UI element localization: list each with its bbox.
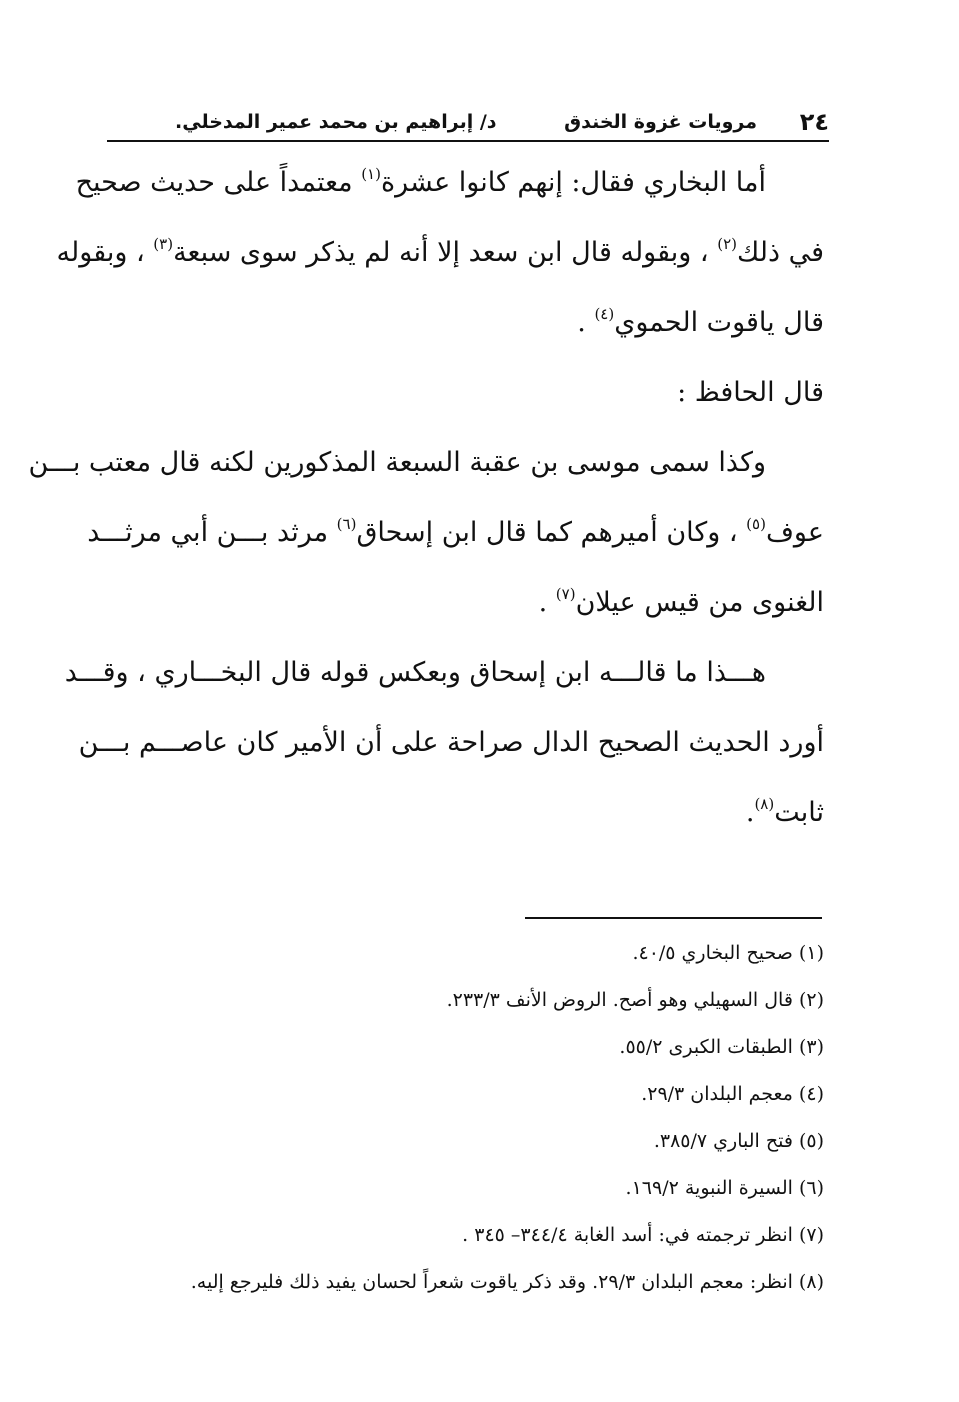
text-line: عوف$^{(٥)}$ ، وكان أميرهم كما قال ابن إسحاق$^{(٦)}$ مرثد بـــن أبي مرثـــد <box>87 515 824 548</box>
header-rule <box>107 140 829 142</box>
text-line: أما البخاري فقال: إنهم كانوا عشرة$^{(١)}$ معتمداً على حديث صحيح <box>75 165 766 198</box>
footnotes <box>108 930 824 1306</box>
footnote-item: (١) صحيح البخاري ٤٠/٥. <box>632 942 824 964</box>
page-header <box>107 108 829 142</box>
footnote-ref[interactable]: (٤) <box>594 305 615 323</box>
footnote-item: (٧) انظر ترجمته في: أسد الغابة ٣٤٤/٤– ٣٤٥ . <box>462 1224 824 1246</box>
author-name: د/ إبراهيم بن محمد عمير المدخلي. <box>175 111 497 133</box>
footnote-ref[interactable]: (٣) <box>153 235 174 253</box>
footnote-ref[interactable]: (٦) <box>336 515 357 533</box>
text-line: وكذا سمى موسى بن عقبة السبعة المذكورين لكنه قال معتب بـــن <box>28 447 766 478</box>
footnote-ref[interactable]: (٧) <box>555 585 576 603</box>
text-line: في ذلك$^{(٢)}$ ، وبقوله قال ابن سعد إلا أنه لم يذكر سوى سبعة$^{(٣)}$ ، وبقوله <box>56 235 824 268</box>
text-line: قال ياقوت الحموي$^{(٤)}$ . <box>577 305 824 338</box>
footnote-item: (٦) السيرة النبوية ١٦٩/٢. <box>625 1177 824 1199</box>
text-line: ثابت$^{(٨)}$. <box>745 795 824 828</box>
page-number: ٢٤ <box>799 108 829 136</box>
book-title: مرويات غزوة الخندق <box>564 111 757 133</box>
text-line: قال الحافظ : <box>677 377 824 408</box>
text-line: الغنوى من قيس عيلان$^{(٧)}$ . <box>538 585 824 618</box>
footnote-item: (٢) قال السهيلي وهو أصح. الروض الأنف ٢٣٣/٣. <box>446 989 824 1011</box>
footnote-item: (٤) معجم البلدان ٢٩/٣. <box>641 1083 824 1105</box>
footnote-item: (٣) الطبقات الكبرى ٥٥/٢. <box>619 1036 824 1058</box>
footnote-ref[interactable]: (٥) <box>746 515 766 533</box>
footnote-ref[interactable]: (١) <box>361 165 381 183</box>
text-line: هـــذا ما قالـــه ابن إسحاق وبعكس قوله قال البخـــاري ، وقـــد <box>64 657 766 688</box>
footnote-ref[interactable]: (٨) <box>754 795 775 813</box>
footnote-separator <box>525 917 822 919</box>
footnote-ref[interactable]: (٢) <box>717 235 737 253</box>
footnote-item: (٥) فتح الباري ٣٨٥/٧. <box>653 1130 824 1152</box>
footnote-item: (٨) انظر: معجم البلدان ٢٩/٣. وقد ذكر ياقوت شعراً لحسان يفيد ذلك فليرجع إليه. <box>190 1271 824 1293</box>
text-line: أورد الحديث الصحيح الدال صراحة على أن الأمير كان عاصـــم بـــن <box>78 727 824 758</box>
body-text <box>28 148 824 848</box>
